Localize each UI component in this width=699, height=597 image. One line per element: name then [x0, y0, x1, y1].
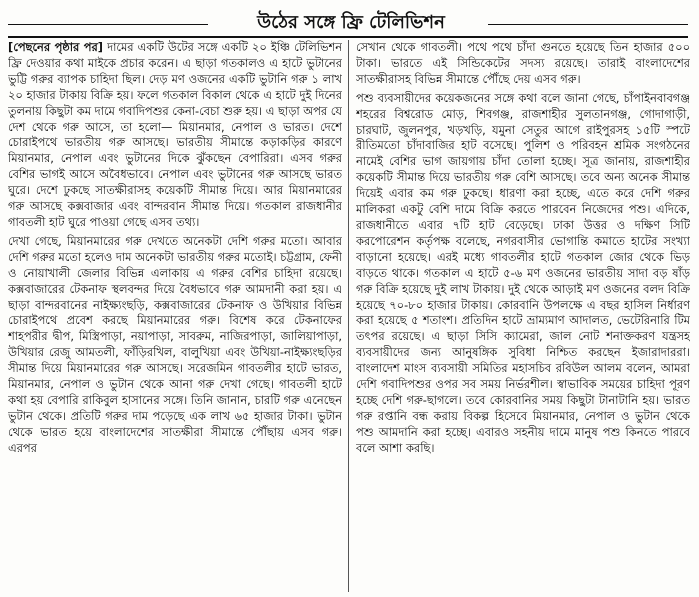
article-column-right [356, 40, 690, 592]
previous-article-fragment [0, 0, 699, 8]
article-headline: উঠের সঙ্গে ফ্রি টেলিভিশন [257, 12, 445, 33]
column-divider [348, 40, 349, 592]
article-paragraph: দেখা গেছে, মিয়ানমারের গরু দেখতে অনেকটা দেশি গরুর মতো। আবার দেশি গরুর মতো হলেও দাম অনেকটা ভারতীয় গরুর মতোই। চট্টগ্রাম, ফেনী ও নোয়াখালী জেলার বিভিন্ন এলাকায় এ গরুর বেশির চাহিদা রয়েছে। কক্সবাজারের টেকনাফ স্থলবন্দর দিয়ে বৈধভাবে গরু আমদানী করা হয়। এ ছাড়া বান্দরবানের নাইক্ষ্যংছড়ি, কক্সবাজারের টেকনাফ ও উখিয়ার বিভিন্ন চোরাইপথে প্রবেশ করছে মিয়ানমারের গরু। বিশেষ করে টেকনাফের শাহপরীর দ্বীপ, মিস্ত্রিপাড়া, নয়াপাড়া, সাবরুম, নাজিরপাড়া, জালিয়াপাড়া, উখিয়ার রেজু আমতলী, ফাঁড়িরখিল, বালুখিয়া এবং উখিয়া-নাইক্ষ্যংছড়ির সীমান্ত দিয়ে মিয়ানমারের গরু আসছে। সরেজমিন গাবতলীর হাটে ভারত, মিয়ানমার, নেপাল ও ভুটান থেকে আনা গরু দেখা গেছে। গাবতলী হাটে কথা হয় বেপারি রাকিবুল হাসানের সঙ্গে। তিনি জানান, চারটি গরু এনেছেন ভুটান থেকে। প্রতিটি গরুর দাম পড়েছে এক লাখ ৬৫ হাজার টাকা। ভুটান থেকে ভারত হয়ে বাংলাদেশের সাতক্ষীরা সীমান্তে পৌঁছায় এসব গরু। এরপর [8, 233, 342, 455]
article-paragraph [8, 40, 342, 231]
article-column-left [8, 40, 342, 592]
paragraph-text: দামের একটি উটের সঙ্গে একটি ২০ ইঞ্চি টেলিভিশন ফ্রি দেওয়ার কথা মাইকে প্রচার করেন। এ ছাড়া গতকালও এ হাটে ভুটানের ভুট্টি গরুর ব্যাপক চাহিদা ছিল। দেড় মণ ওজনের একটি ভুটানি গরু ১ লাখ ২০ হাজার টাকায় বিক্রি হয়। ফলে গতকাল বিকাল থেকে এ হাটে দুই দিনের তুলনায় কিছুটা কম দামে গবাদিপশুর কেনা-বেচা শুরু হয়। এ ছাড়া অপর যে দেশ থেকে গরু আসে, তা হলো— মিয়ানমার, নেপাল ও ভারত। দেশে চোরাইপথে ভারতীয় গরু আসছে। ভারতীয় সীমান্তে কড়াকড়ির কারণে মিয়ানমার, নেপাল এবং ভুটানের দিকে ঝুঁকছেন বেপারিরা। এসব গরুর বেশির ভাগই আসে অবৈধভাবে। নেপাল এবং ভুটানের গরু আসছে ভারত ঘুরে। দেশে ঢুকছে সাতক্ষীরাসহ কয়েকটি সীমান্ত দিয়ে। আর মিয়ানমারের গরু আসছে কক্সবাজার এবং বান্দরবান সীমান্ত দিয়ে। গতকাল রাজধানীর গাবতলী হাট ঘুরে পাওয়া গেছে এসব তথ্য। [8, 40, 342, 229]
article-paragraph: সেখান থেকে গাবতলী। পথে পথে চাঁদা গুনতে হয়েছে তিন হাজার ৫০০ টাকা। ভারতে এই সিন্ডিকেটের সদস্য রয়েছে। তারাই বাংলাদেশের সাতক্ষীরাসহ বিভিন্ন সীমান্তে পৌঁছে দেয় এসব গরু। [356, 40, 690, 86]
headline-rule-right [488, 24, 688, 25]
headline-rule-left [8, 24, 208, 25]
article-paragraph: পশু ব্যবসায়ীদের কয়েকজনের সঙ্গে কথা বলে জানা গেছে, চাঁপাইনবাবগঞ্জ শহরের বিশ্বরোড মোড়, শিবগঞ্জ, রাজশাহীর সুলতানগঞ্জ, গোদাগাড়ী, চারঘাট, জুলনপুর, খড়খড়ি, যমুনা সেতুর আগে রাইপুরসহ ১৫টি স্পটে রীতিমতো চাঁদাবাজির হাট বসেছে। পুলিশ ও পরিবহন শ্রমিক সংগঠনের নামেই বেশির ভাগ জায়গায় চাঁদা তোলা হচ্ছে। সূত্র জানায়, রাজশাহীর কয়েকটি সীমান্ত দিয়ে ভারতীয় গরু বেশি আসছে। তবে অন্য অনেক সীমান্ত দিয়েই এবার কম গরু ঢুকছে। ধারণা করা হচ্ছে, এতে করে দেশি গরুর মালিকরা একটু বেশি দামে বিক্রি করতে পারবেন নিজেদের পশু। এদিকে, রাজধানীতে এবার ৭টি হাট বেড়েছে। ঢাকা উত্তর ও দক্ষিণ সিটি করপোরেশন কর্তৃপক্ষ বলেছে, নগরবাসীর ভোগান্তি কমাতে হাটের সংখ্যা বাড়ানো হয়েছে। এরই মধ্যে গাবতলীর হাটে গতকাল জোর থেকে ভিড় বাড়তে থাকে। গতকাল এ হাটে ৫-৬ মণ ওজনের ভারতীয় সাদা বড় ষাঁড় গরু বিক্রি হয়েছে দুই লাখ টাকায়। দুই থেকে আড়াই মণ ওজনের বলদ বিক্রি হয়েছে ৭০-৮০ হাজার টাকায়। কোরবানি উপলক্ষে এ বছর হাসিল নির্ধারণ করা হয়েছে ৫ শতাংশ। প্রতিদিন হাটে ভ্রাম্যমাণ আদালত, ভেটেরিনারি টিম তৎপর রয়েছে। এ ছাড়া সিসি ক্যামেরা, জাল নোট শনাক্তকরণ যন্ত্রসহ ব্যবসায়ীদের জন্য আনুষঙ্গিক সুবিধা নিশ্চিত করছেন ইজারাদাররা। বাংলাদেশ মাংস ব্যবসায়ী সমিতির মহাসচিব রবিউল আলম বলেন, আমরা দেশি গবাদিপশুর ওপর সব সময় নির্ভরশীল। স্বাভাবিক সময়ের চাহিদা পূরণ হচ্ছে দেশি গরু-ছাগলে। তবে কোরবানির সময় কিছুটা টানাটানি হয়। ভারত গরু রপ্তানি বন্ধ করায় বিকল্প হিসেবে মিয়ানমার, নেপাল ও ভুটান থেকে পশু আমদানি করা হচ্ছে। এবারও সহনীয় দামে মানুষ পশু কিনতে পারবে বলে আশা করছি। [356, 90, 690, 455]
continuation-tag: [পেছনের পৃষ্ঠার পর] [8, 40, 103, 54]
headline-bar [8, 8, 688, 38]
